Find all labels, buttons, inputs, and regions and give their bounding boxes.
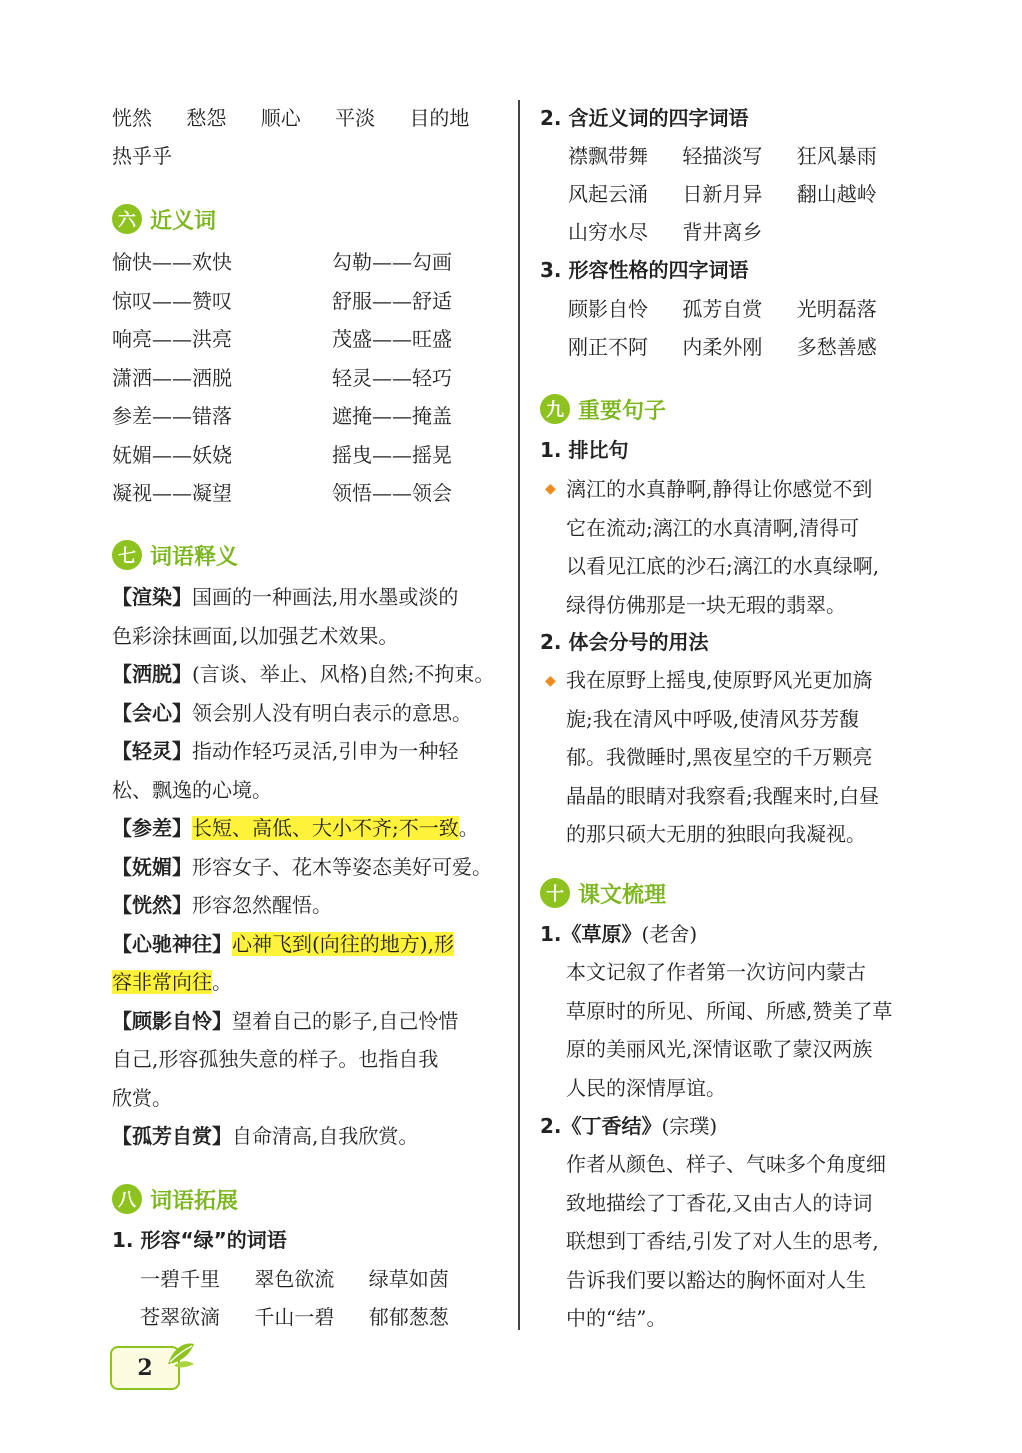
word: 绿草如茵 (368, 1267, 449, 1291)
paragraph-line: 本文记叙了作者第一次访问内蒙古 (566, 960, 866, 984)
word: 翻山越岭 (796, 182, 877, 206)
word: 热乎乎 (112, 144, 172, 168)
definition-line (112, 1009, 458, 1033)
synonym-pair: 凝视——凝望 (112, 481, 232, 505)
definition-line (112, 778, 272, 802)
word: 郁郁葱葱 (368, 1305, 449, 1329)
synonym-pair: 舒服——舒适 (332, 288, 452, 313)
word: 顺心 (260, 106, 301, 130)
word: 平淡 (335, 106, 376, 130)
definition-term: 【妩媚】 (112, 854, 192, 879)
definition-text: 指动作轻巧灵活,引申为一种轻 (192, 739, 459, 763)
paragraph-line: 致地描绘了丁香花,又由古人的诗词 (566, 1190, 873, 1215)
synonym-pair: 响亮——洪亮 (112, 327, 232, 351)
definition-text: 望着自己的影子,自己怜惜 (232, 1008, 459, 1033)
leaf-icon (164, 1340, 198, 1370)
definition-text: 国画的一种画法,用水墨或淡的 (192, 585, 459, 609)
definition-line (112, 1086, 172, 1110)
paragraph-line: 郁。我微睡时,黑夜星空的千万颗亮 (566, 745, 873, 769)
section-number-badge: 六 (112, 204, 142, 234)
section-heading-text-summary (540, 876, 666, 910)
definition-term: 【轻灵】 (112, 739, 192, 763)
section-number-badge: 九 (540, 394, 570, 424)
word: 目的地 (409, 106, 470, 130)
paragraph-line: 以看见江底的沙石;漓江的水真绿啊, (566, 554, 880, 578)
definition-term: 【恍然】 (112, 893, 192, 917)
subheading: 3. 形容性格的四字词语 (540, 258, 749, 282)
word: 内柔外刚 (682, 335, 763, 359)
definition-text: 长短、高低、大小不齐;不一致 (192, 816, 459, 840)
word-list-row (568, 144, 905, 168)
word-list-row (568, 220, 790, 244)
definition-term: 【顾影自怜】 (112, 1008, 232, 1033)
definition-line (112, 1047, 438, 1071)
word-list-row (568, 182, 905, 206)
word: 光明磊落 (796, 297, 877, 321)
word-list-row (568, 335, 905, 359)
subheading: 1. 排比句 (540, 438, 629, 462)
word: 轻描淡写 (682, 144, 763, 168)
paragraph-line: 草原时的所见、所闻、所感,赞美了草 (566, 998, 893, 1023)
section-number-badge: 十 (540, 878, 570, 908)
paragraph-line: 原的美丽风光,深情讴歌了蒙汉两族 (566, 1037, 873, 1061)
synonym-pair: 摇曳——摇晃 (332, 442, 452, 467)
synonym-pair: 愉快——欢快 (112, 250, 232, 274)
item-number: 2. (540, 1114, 562, 1138)
diamond-bullet-icon: ◆ (545, 481, 556, 497)
section-heading-expansion (112, 1182, 238, 1216)
text-title-row (540, 1114, 717, 1138)
definition-term: 【孤芳自赏】 (112, 1124, 232, 1148)
definition-term: 【渲染】 (112, 585, 192, 609)
definition-line (112, 701, 472, 725)
definition-text: 色彩涂抹画面,以加强艺术效果。 (112, 623, 399, 648)
definition-text: 领会别人没有明白表示的意思。 (192, 700, 472, 725)
definition-text: 自命清高,自我欣赏。 (232, 1124, 419, 1148)
book-title: 《丁香结》 (561, 1114, 662, 1138)
synonym-pair: 惊叹——赞叹 (112, 288, 232, 313)
definition-line (112, 1124, 418, 1148)
item-number: 1. (540, 922, 562, 946)
word: 顾影自怜 (568, 297, 648, 321)
synonym-pair: 遮掩——掩盖 (332, 404, 452, 428)
definition-text: 欣赏。 (112, 1085, 172, 1110)
section-number-badge: 八 (112, 1184, 142, 1214)
definition-term: 【参差】 (112, 816, 192, 840)
word: 狂风暴雨 (796, 144, 877, 168)
paragraph-line: 绿得仿佛那是一块无瑕的翡翠。 (566, 592, 846, 617)
word: 山穷水尽 (568, 220, 648, 244)
synonym-pair: 参差——错落 (112, 404, 232, 428)
definition-term: 【洒脱】 (112, 662, 192, 686)
definition-line (112, 932, 454, 956)
definition-punct: 。 (212, 970, 232, 994)
definition-punct: 。 (458, 816, 479, 840)
paragraph-line: 的那只硕大无朋的独眼向我凝视。 (566, 822, 866, 846)
section-heading-definitions (112, 538, 238, 572)
book-title: 《草原》 (561, 922, 642, 946)
diamond-bullet-icon: ◆ (545, 673, 556, 689)
section-title: 词语释义 (150, 544, 239, 570)
word: 刚正不阿 (568, 335, 648, 359)
definition-term: 【会心】 (112, 700, 192, 725)
definition-line (112, 739, 458, 763)
section-heading-sentences (540, 392, 666, 426)
paragraph-line: 我在原野上摇曳,使原野风光更加旖 (566, 668, 873, 692)
author: (老舍) (641, 922, 698, 946)
synonym-pair: 妩媚——妖娆 (112, 442, 232, 467)
paragraph-line: 晶晶的眼睛对我察看;我醒来时,白昼 (566, 783, 880, 808)
word-list-row (112, 106, 497, 130)
word-list-row (140, 1305, 477, 1329)
column-divider (518, 100, 520, 1330)
definition-text: (言谈、举止、风格)自然;不拘束。 (192, 662, 495, 686)
word: 孤芳自赏 (682, 297, 763, 321)
word: 翠色欲流 (254, 1267, 335, 1291)
definition-text: 容非常向往 (112, 970, 212, 994)
word: 襟飘带舞 (568, 144, 648, 168)
definition-line (112, 893, 332, 917)
synonym-pair: 领悟——领会 (332, 481, 452, 505)
word: 苍翠欲滴 (140, 1305, 220, 1329)
synonym-pair: 轻灵——轻巧 (332, 365, 452, 390)
word: 多愁善感 (796, 335, 877, 359)
word-list-row (112, 144, 172, 168)
paragraph-line: 作者从颜色、样子、气味多个角度细 (566, 1152, 886, 1176)
definition-text: 松、飘逸的心境。 (112, 777, 272, 802)
definition-line (112, 855, 492, 879)
definition-line (112, 662, 494, 686)
paragraph-line: 漓江的水真静啊,静得让你感觉不到 (566, 477, 873, 501)
section-heading-synonyms (112, 202, 216, 236)
word: 风起云涌 (568, 182, 648, 206)
subheading: 1. 形容“绿”的词语 (112, 1228, 287, 1252)
word-list-row (568, 297, 905, 321)
section-title: 课文梳理 (578, 882, 667, 908)
paragraph-line: 告诉我们要以豁达的胸怀面对人生 (566, 1267, 866, 1292)
section-title: 词语拓展 (150, 1188, 239, 1214)
definition-text: 形容女子、花木等姿态美好可爱。 (192, 854, 492, 879)
section-title: 重要句子 (578, 398, 667, 424)
definition-line (112, 970, 232, 994)
definition-line (112, 624, 398, 648)
paragraph-line: 中的“结”。 (566, 1306, 667, 1330)
paragraph-line: 旎;我在清风中呼吸,使清风芬芳馥 (566, 706, 860, 731)
definition-text: 心神飞到(向往的地方),形 (232, 931, 454, 956)
paragraph-line: 它在流动;漓江的水真清啊,清得可 (566, 515, 860, 540)
definition-term: 【心驰神往】 (112, 931, 232, 956)
section-title: 近义词 (150, 208, 217, 234)
section-number-badge: 七 (112, 540, 142, 570)
synonym-pair: 茂盛——旺盛 (332, 327, 452, 351)
definition-text: 自己,形容孤独失意的样子。也指自我 (112, 1047, 439, 1071)
word: 日新月异 (682, 182, 763, 206)
word: 千山一碧 (254, 1305, 335, 1329)
word: 一碧千里 (140, 1267, 220, 1291)
subheading: 2. 体会分号的用法 (540, 630, 709, 654)
paragraph-line: 人民的深情厚谊。 (566, 1075, 726, 1100)
author: (宗璞) (661, 1114, 718, 1138)
word: 愁怨 (186, 106, 227, 130)
word-list-row (140, 1267, 477, 1291)
text-title-row (540, 922, 697, 946)
word: 背井离乡 (682, 220, 763, 244)
definition-line (112, 816, 479, 840)
word: 恍然 (112, 106, 152, 130)
synonym-pair: 潇洒——洒脱 (112, 365, 232, 390)
definition-text: 形容忽然醒悟。 (192, 893, 332, 917)
page-number: 2 (110, 1346, 180, 1390)
synonym-pair: 勾勒——勾画 (332, 250, 452, 274)
definition-line (112, 585, 458, 609)
paragraph-line: 联想到丁香结,引发了对人生的思考, (566, 1229, 879, 1253)
subheading: 2. 含近义词的四字词语 (540, 106, 749, 130)
